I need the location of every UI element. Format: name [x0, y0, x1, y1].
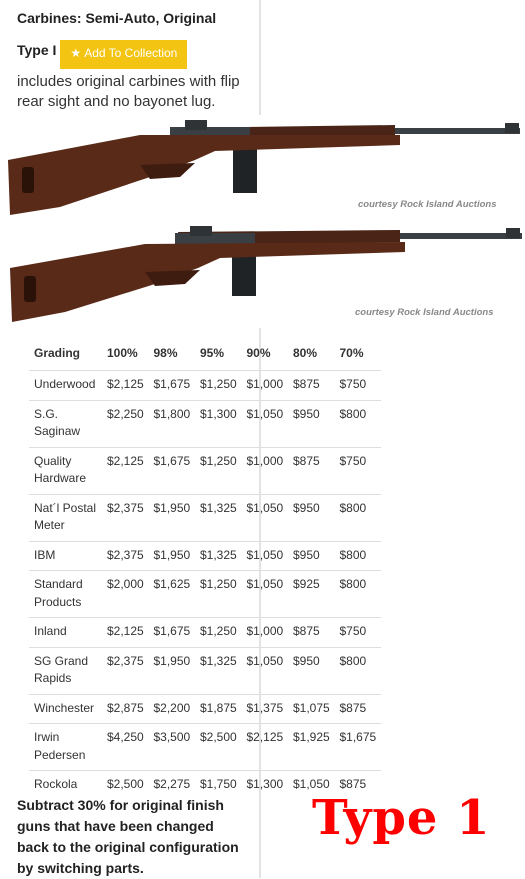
column-header: 90% — [246, 346, 271, 360]
price-cell: $950 — [288, 400, 335, 447]
barrel — [380, 128, 520, 134]
price-cell: $800 — [335, 494, 382, 541]
add-to-collection-label: Add To Collection — [84, 46, 178, 60]
price-cell: $1,625 — [149, 571, 196, 618]
magazine — [233, 145, 257, 193]
photo-credit-2: courtesy Rock Island Auctions — [355, 307, 494, 318]
price-cell: $750 — [335, 447, 382, 494]
price-cell: $2,275 — [149, 771, 196, 800]
price-cell: $1,675 — [335, 724, 382, 771]
price-cell: $1,050 — [242, 494, 289, 541]
price-cell: $2,125 — [102, 447, 149, 494]
column-header: 70% — [339, 346, 364, 360]
price-cell: $2,375 — [102, 541, 149, 571]
price-cell: $2,375 — [102, 647, 149, 694]
price-cell: $1,325 — [195, 541, 242, 571]
maker-cell: S.G. Saginaw — [29, 400, 102, 447]
price-cell: $800 — [335, 400, 382, 447]
maker-cell: IBM — [29, 541, 102, 571]
footnote: Subtract 30% for original finish guns that have been changed back to the original configuration by switching parts. — [17, 797, 239, 876]
table-body — [29, 371, 381, 800]
price-cell: $1,675 — [149, 618, 196, 648]
column-header: 80% — [293, 346, 318, 360]
price-cell: $950 — [288, 647, 335, 694]
maker-cell: Standard Products — [29, 571, 102, 618]
price-cell: $1,325 — [195, 494, 242, 541]
price-cell: $800 — [335, 541, 382, 571]
maker-cell: Inland — [29, 618, 102, 648]
price-cell: $1,250 — [195, 618, 242, 648]
maker-cell: Irwin Pedersen — [29, 724, 102, 771]
price-cell: $950 — [288, 494, 335, 541]
price-cell: $1,375 — [242, 694, 289, 724]
price-cell: $1,050 — [242, 571, 289, 618]
price-cell: $2,375 — [102, 494, 149, 541]
table-row — [29, 571, 381, 618]
price-cell: $1,950 — [149, 494, 196, 541]
table-header-row — [29, 340, 381, 371]
price-cell: $875 — [335, 771, 382, 800]
description: includes original carbines with flip rear sight and no bayonet lug. — [17, 73, 240, 110]
price-cell: $1,050 — [288, 771, 335, 800]
price-cell: $800 — [335, 571, 382, 618]
price-cell: $2,125 — [242, 724, 289, 771]
type-label: Type I — [17, 42, 57, 58]
photo-credit-1: courtesy Rock Island Auctions — [358, 199, 497, 210]
price-cell: $1,950 — [149, 647, 196, 694]
price-cell: $1,300 — [195, 400, 242, 447]
maker-cell: Winchester — [29, 694, 102, 724]
price-cell: $2,200 — [149, 694, 196, 724]
type-overlay-label: Type 1 — [312, 790, 491, 846]
add-to-collection-button[interactable] — [60, 40, 187, 69]
table-row — [29, 694, 381, 724]
price-cell: $750 — [335, 371, 382, 401]
table-row — [29, 447, 381, 494]
price-cell: $3,500 — [149, 724, 196, 771]
price-cell: $1,250 — [195, 371, 242, 401]
column-header: 95% — [200, 346, 225, 360]
price-cell: $1,875 — [195, 694, 242, 724]
price-cell: $1,300 — [242, 771, 289, 800]
price-table — [29, 340, 381, 800]
price-cell: $1,950 — [149, 541, 196, 571]
maker-cell: Underwood — [29, 371, 102, 401]
table-row — [29, 371, 381, 401]
price-cell: $2,125 — [102, 618, 149, 648]
price-cell: $950 — [288, 541, 335, 571]
price-cell: $1,925 — [288, 724, 335, 771]
price-cell: $1,050 — [242, 647, 289, 694]
price-cell: $2,250 — [102, 400, 149, 447]
price-cell: $1,675 — [149, 371, 196, 401]
price-cell: $875 — [288, 447, 335, 494]
maker-cell: Rockola — [29, 771, 102, 800]
price-cell: $1,750 — [195, 771, 242, 800]
price-cell: $4,250 — [102, 724, 149, 771]
price-cell: $1,050 — [242, 541, 289, 571]
table-row — [29, 494, 381, 541]
price-cell: $1,250 — [195, 447, 242, 494]
price-cell: $800 — [335, 647, 382, 694]
column-header: 98% — [153, 346, 178, 360]
price-cell: $1,000 — [242, 618, 289, 648]
price-cell: $875 — [288, 618, 335, 648]
price-cell: $1,050 — [242, 400, 289, 447]
table-row — [29, 400, 381, 447]
maker-cell: Nat´l Postal Meter — [29, 494, 102, 541]
price-cell: $1,075 — [288, 694, 335, 724]
maker-cell: SG Grand Rapids — [29, 647, 102, 694]
price-cell: $1,250 — [195, 571, 242, 618]
price-cell: $1,000 — [242, 447, 289, 494]
price-cell: $1,800 — [149, 400, 196, 447]
column-header: 100% — [107, 346, 138, 360]
price-cell: $1,675 — [149, 447, 196, 494]
maker-cell: Quality Hardware — [29, 447, 102, 494]
price-cell: $2,500 — [195, 724, 242, 771]
table-row — [29, 541, 381, 571]
price-cell: $2,875 — [102, 694, 149, 724]
table-row — [29, 724, 381, 771]
price-cell: $750 — [335, 618, 382, 648]
price-cell: $925 — [288, 571, 335, 618]
star-icon: ★ — [70, 46, 82, 60]
column-header: Grading — [34, 346, 81, 360]
price-cell: $2,000 — [102, 571, 149, 618]
type-header — [17, 40, 187, 69]
table-row — [29, 647, 381, 694]
price-cell: $2,125 — [102, 371, 149, 401]
price-cell: $1,325 — [195, 647, 242, 694]
price-cell: $875 — [335, 694, 382, 724]
section-title: Carbines: Semi-Auto, Original — [17, 10, 217, 26]
price-cell: $2,500 — [102, 771, 149, 800]
table-row — [29, 618, 381, 648]
price-cell: $1,000 — [242, 371, 289, 401]
price-cell: $875 — [288, 371, 335, 401]
